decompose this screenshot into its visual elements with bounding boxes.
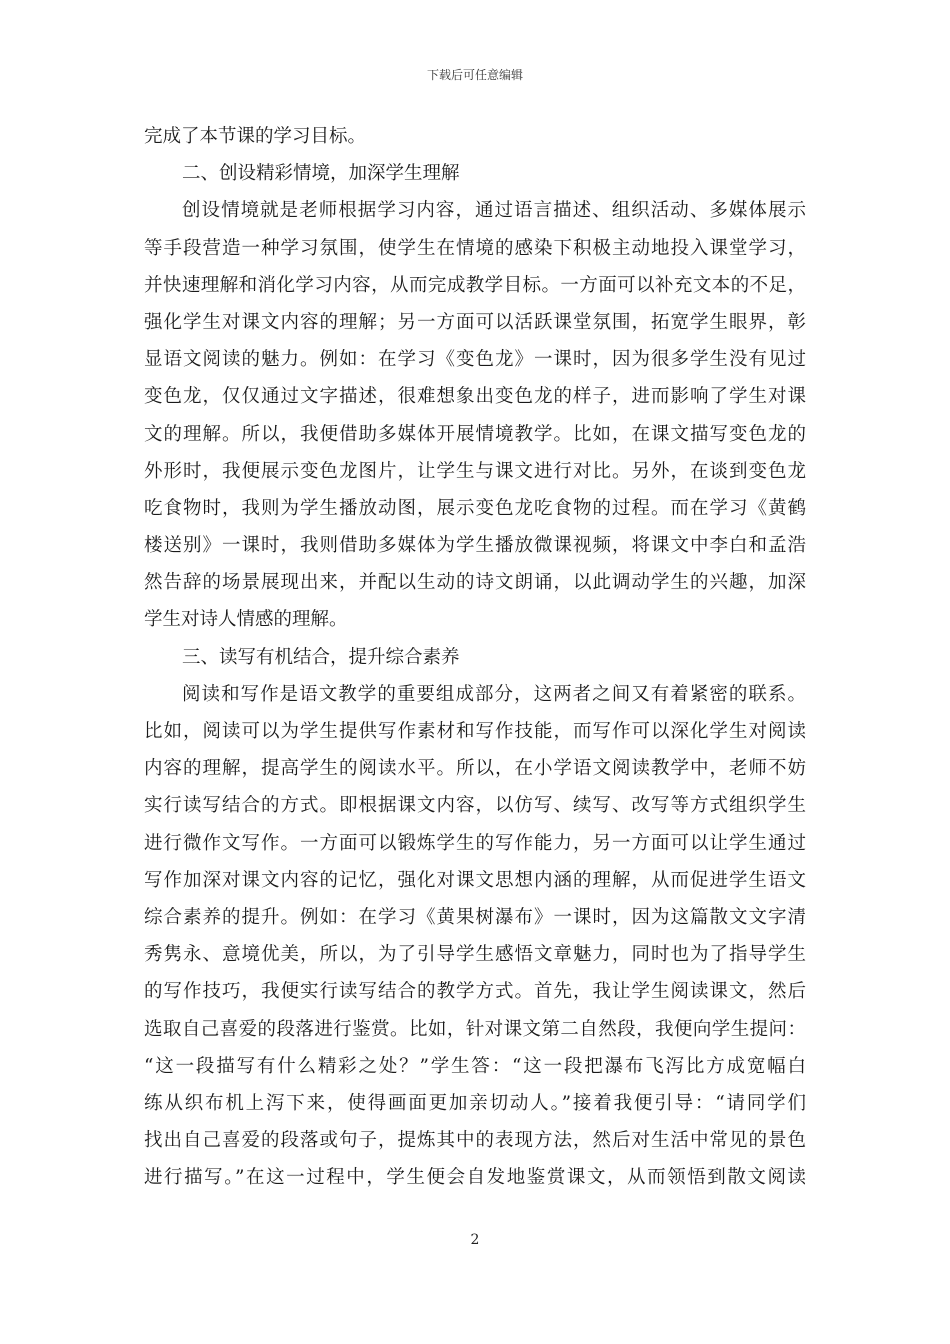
paragraph-line: 吃食物时，我则为学生播放动图，展示变色龙吃食物的过程。而在学习《黄鹤 — [144, 497, 806, 519]
paragraph-line: 创设情境就是老师根据学习内容，通过语言描述、组织活动、多媒体展示 — [182, 200, 806, 222]
paragraph-line: 内容的理解，提高学生的阅读水平。所以，在小学语文阅读教学中，老师不妨 — [144, 758, 806, 780]
paragraph-line: 然告辞的场景展现出来，并配以生动的诗文朗诵，以此调动学生的兴趣，加深 — [144, 572, 806, 594]
paragraph-line: 进行描写。”在这一过程中，学生便会自发地鉴赏课文，从而领悟到散文阅读 — [144, 1167, 806, 1189]
paragraph-line: 等手段营造一种学习氛围，使学生在情境的感染下积极主动地投入课堂学习， — [144, 237, 806, 259]
paragraph-line: 外形时，我便展示变色龙图片，让学生与课文进行对比。另外，在谈到变色龙 — [144, 460, 806, 482]
paragraph-line: 楼送别》一课时，我则借助多媒体为学生播放微课视频，将课文中李白和孟浩 — [144, 535, 806, 557]
paragraph-line: 强化学生对课文内容的理解；另一方面可以活跃课堂氛围，拓宽学生眼界，彰 — [144, 311, 806, 333]
paragraph-line: 进行微作文写作。一方面可以锻炼学生的写作能力，另一方面可以让学生通过 — [144, 832, 806, 854]
paragraph-line: 变色龙，仅仅通过文字描述，很难想象出变色龙的样子，进而影响了学生对课 — [144, 386, 806, 408]
paragraph-line: 比如，阅读可以为学生提供写作素材和写作技能，而写作可以深化学生对阅读 — [144, 721, 806, 742]
paragraph-line: 文的理解。所以，我便借助多媒体开展情境教学。比如，在课文描写变色龙的 — [144, 423, 806, 445]
paragraph-line: 选取自己喜爱的段落进行鉴赏。比如，针对课文第二自然段，我便向学生提问： — [144, 1018, 806, 1040]
document-body — [144, 118, 806, 1196]
section-heading: 二、创设精彩情境，加深学生理解 — [182, 163, 460, 185]
paragraph-line: 综合素养的提升。例如：在学习《黄果树瀑布》一课时，因为这篇散文文字清 — [144, 906, 806, 928]
paragraph-line: 学生对诗人情感的理解。 — [144, 609, 348, 631]
paragraph-line: 实行读写结合的方式。即根据课文内容，以仿写、续写、改写等方式组织学生 — [144, 795, 806, 817]
paragraph-line: 阅读和写作是语文教学的重要组成部分，这两者之间又有着紧密的联系。 — [182, 683, 806, 705]
page-number: 2 — [470, 1232, 480, 1248]
paragraph-line: 写作加深对课文内容的记忆，强化对课文思想内涵的理解，从而促进学生语文 — [144, 869, 806, 891]
paragraph-line: 并快速理解和消化学习内容，从而完成教学目标。一方面可以补充文本的不足， — [144, 274, 806, 296]
paragraph-line: 显语文阅读的魅力。例如：在学习《变色龙》一课时，因为很多学生没有见过 — [144, 349, 806, 371]
paragraph-line: 的写作技巧，我便实行读写结合的教学方式。首先，我让学生阅读课文，然后 — [144, 981, 806, 1003]
section-heading: 三、读写有机结合，提升综合素养 — [182, 646, 460, 668]
paragraph-line: 完成了本节课的学习目标。 — [144, 126, 367, 147]
page-header: 下载后可任意编辑 — [426, 68, 523, 82]
paragraph-line: 秀隽永、意境优美，所以，为了引导学生感悟文章魅力，同时也为了指导学生 — [144, 944, 806, 966]
paragraph-line: “这一段描写有什么精彩之处？”学生答：“这一段把瀑布飞泻比方成宽幅白 — [144, 1055, 806, 1077]
paragraph-line: 练从织布机上泻下来，使得画面更加亲切动人。”接着我便引导：“请同学们 — [144, 1092, 806, 1114]
paragraph-line: 找出自己喜爱的段落或句子，提炼其中的表现方法，然后对生活中常见的景色 — [144, 1130, 806, 1152]
